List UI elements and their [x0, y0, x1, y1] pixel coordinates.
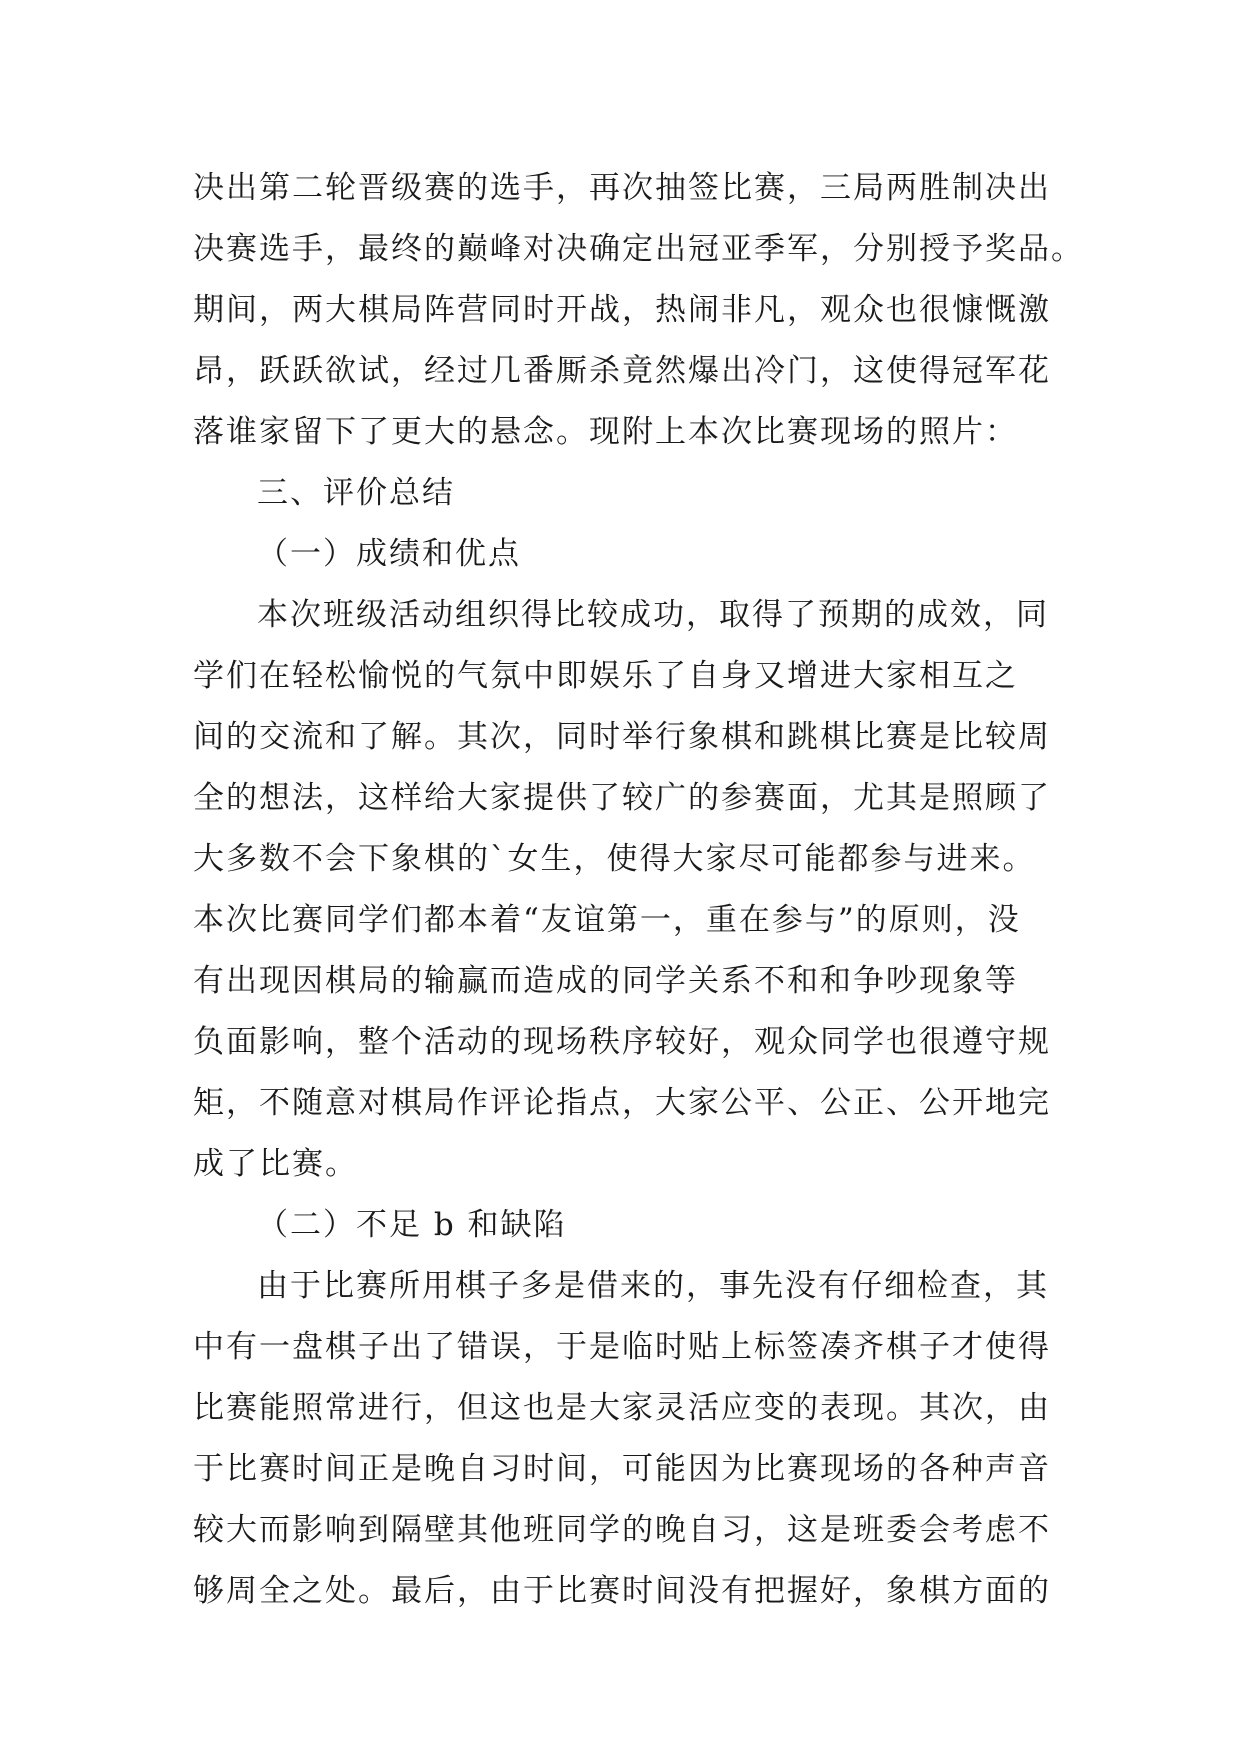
paragraph-line: 中有一盘棋子出了错误，于是临时贴上标签凑齐棋子才使得 — [193, 1329, 1051, 1365]
paragraph-line: 决赛选手，最终的巅峰对决确定出冠亚季军，分别授予奖品。 — [193, 231, 1084, 267]
paragraph-line: 由于比赛所用棋子多是借来的，事先没有仔细检查，其 — [257, 1268, 1049, 1304]
paragraph-line: 本次比赛同学们都本着“友谊第一，重在参与”的原则，没 — [193, 902, 1021, 938]
paragraph-line: 全的想法，这样给大家提供了较广的参赛面，尤其是照顾了 — [193, 780, 1051, 816]
section-heading: 三、评价总结 — [257, 475, 455, 511]
paragraph-line: 间的交流和了解。其次，同时举行象棋和跳棋比赛是比较周 — [193, 719, 1051, 755]
paragraph-line: 比赛能照常进行，但这也是大家灵活应变的表现。其次，由 — [193, 1390, 1051, 1426]
subsection-heading: （一）成绩和优点 — [257, 536, 521, 572]
paragraph-line: 期间，两大棋局阵营同时开战，热闹非凡，观众也很慷慨激 — [193, 292, 1051, 328]
paragraph-line: 决出第二轮晋级赛的选手，再次抽签比赛，三局两胜制决出 — [193, 170, 1051, 206]
subsection-heading: （二）不足 b 和缺陷 — [257, 1207, 567, 1243]
paragraph-line: 负面影响，整个活动的现场秩序较好，观众同学也很遵守规 — [193, 1024, 1051, 1060]
paragraph-line: 于比赛时间正是晚自习时间，可能因为比赛现场的各种声音 — [193, 1451, 1051, 1487]
document-body — [193, 158, 1084, 1622]
paragraph-line: 有出现因棋局的输赢而造成的同学关系不和和争吵现象等 — [193, 963, 1018, 999]
paragraph-line: 本次班级活动组织得比较成功，取得了预期的成效，同 — [257, 597, 1049, 633]
paragraph-line: 成了比赛。 — [193, 1146, 358, 1182]
paragraph-line: 大多数不会下象棋的`女生，使得大家尽可能都参与进来。 — [193, 841, 1036, 877]
paragraph-line: 矩，不随意对棋局作评论指点，大家公平、公正、公开地完 — [193, 1085, 1051, 1121]
paragraph-line: 够周全之处。最后，由于比赛时间没有把握好，象棋方面的 — [193, 1573, 1051, 1609]
paragraph-line: 较大而影响到隔壁其他班同学的晚自习，这是班委会考虑不 — [193, 1512, 1051, 1548]
paragraph-line: 学们在轻松愉悦的气氛中即娱乐了自身又增进大家相互之 — [193, 658, 1018, 694]
paragraph-line: 昂，跃跃欲试，经过几番厮杀竟然爆出冷门，这使得冠军花 — [193, 353, 1051, 389]
paragraph-line: 落谁家留下了更大的悬念。现附上本次比赛现场的照片： — [193, 414, 1018, 450]
